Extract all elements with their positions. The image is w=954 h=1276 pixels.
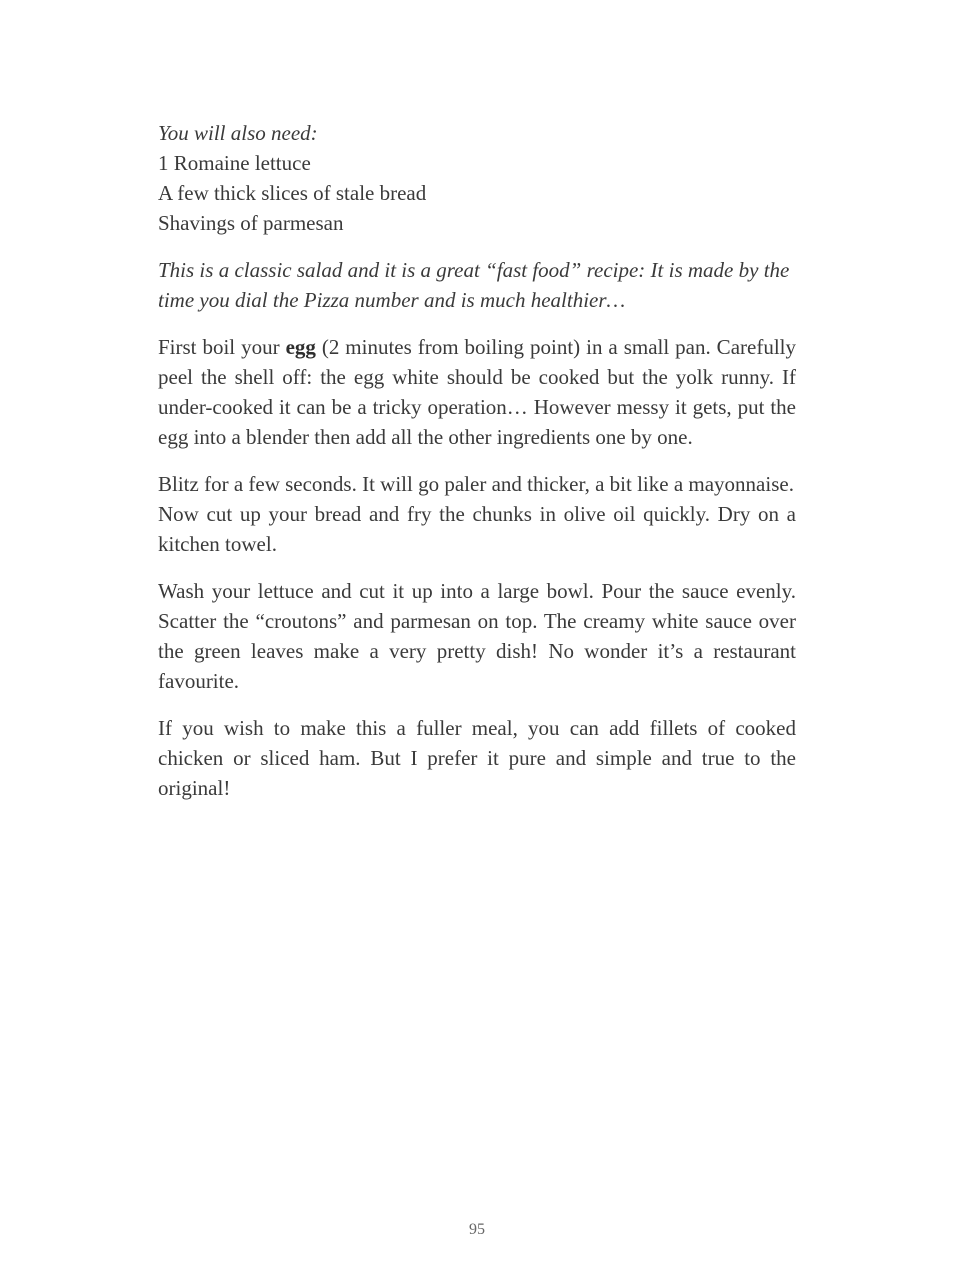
bold-word-egg: egg [285, 335, 316, 359]
paragraph-lettuce: Wash your lettuce and cut it up into a large bowl. Pour the sauce evenly. Scatter the “croutons” and parmesan on top. The creamy white sauce over the green leaves make a very pretty dish! No wonder it’s a restaurant favourite. [158, 579, 796, 693]
paragraph-fuller-meal: If you wish to make this a fuller meal, you can add fillets of cooked chicken or sliced ham. But I prefer it pure and simple and true to the original! [158, 716, 796, 800]
paragraph-blitz: Blitz for a few seconds. It will go paler and thicker, a bit like a mayonnaise. [158, 472, 794, 496]
recipe-intro: This is a classic salad and it is a great “fast food” recipe: It is made by the time you dial the Pizza number and is much healthier… [158, 258, 790, 312]
paragraph-bread: Now cut up your bread and fry the chunks in olive oil quickly. Dry on a kitchen towel. [158, 502, 796, 556]
page-content [158, 118, 796, 820]
ingredient-item: 1 Romaine lettuce [158, 151, 311, 175]
ingredient-item: Shavings of parmesan [158, 211, 344, 235]
ingredients-heading: You will also need: [158, 121, 318, 145]
page-number: 95 [469, 1221, 485, 1238]
paragraph-boil-egg [158, 332, 796, 452]
paragraph-text: (2 minutes from boiling point) in a small pan. Carefully peel the shell off: the egg white should be cooked but the yolk runny. If under-cooked it can be a tricky operation… However messy it gets, put the egg into a blender then add all the other ingredients one by one. [158, 335, 796, 449]
ingredient-item: A few thick slices of stale bread [158, 181, 427, 205]
ingredients-list [158, 118, 796, 238]
paragraph-text: First boil your [158, 335, 286, 359]
